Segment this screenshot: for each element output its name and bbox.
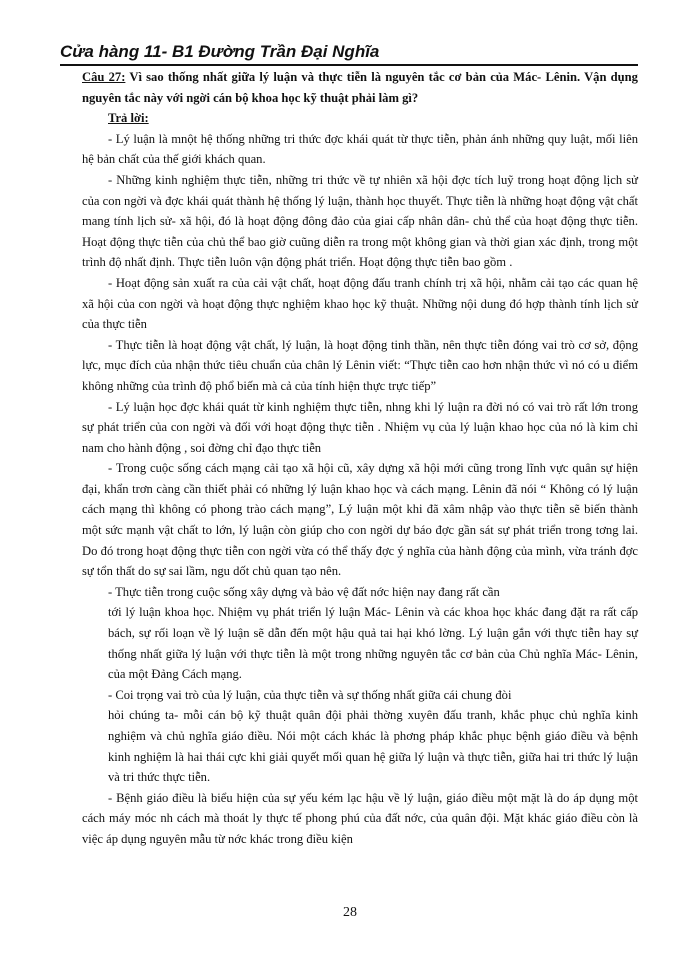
page-number: 28	[343, 905, 357, 920]
paragraph: tới lý luận khoa học. Nhiệm vụ phát triển lý luận Mác- Lênin và các khoa học khác đang đặt ra rất cấp bách, sự rối loạn về lý luận sẽ dẫn đến một hậu quả tai hại khó lờng. Lý luận gắn với thực tiễn hay sự thống nhất giữa lý luận với thực tiễn là một trong những nguyên tắc cơ bản của Chủ nghĩa Mác- Lênin, của một Đảng Cách mạng.	[108, 605, 638, 682]
question-title	[82, 67, 638, 108]
paragraph: - Thực tiễn trong cuộc sống xây dựng và bảo vệ đất nớc hiện nay đang rất cần	[108, 584, 500, 599]
paragraph: hỏi chúng ta- mỗi cán bộ kỹ thuật quân đội phải thờng xuyên đấu tranh, khắc phục chủ nghĩa kinh nghiệm và chủ nghĩa giáo điều. Nói một cách khác là phơng pháp khắc phục bệnh giáo điều và bệnh kinh nghiệm là hai thái cực khi giải quyết mối quan hệ giữa lý luận và thực tiễn, giữa hai tri thức lý luận và tri thức thực tiễn.	[108, 708, 638, 785]
paragraph: - Trong cuộc sống cách mạng cải tạo xã hội cũ, xây dựng xã hội mới cũng trong lĩnh vực quân sự hiện đại, khẩn trơn càng cần thiết phải có những lý luận khao học và cách mạng. Lênin đã nói “ Không có lý luận cách mạng thì không có phong trào cách mạng”, Lý luận một khi đã xâm nhập vào thực tiễn sẽ biến thành một sức mạnh vật chất to lớn, lý luận còn giúp cho con ngời dự báo đợc gần sát sự phát triển trong tơng lai. Do đó trong hoạt động thực tiễn con ngời vừa có thể thấy đợc ý nghĩa của hành động của mình, vừa tránh đợc sự tổn thất do sự sai lầm, ngu dốt chủ quan tạo nên.	[82, 461, 638, 579]
page-content	[82, 67, 638, 850]
paragraph: - Hoạt động sản xuất ra của cải vật chất, hoạt động đấu tranh chính trị xã hội, nhằm cải tạo các quan hệ xã hội của con ngời và hoạt động thực nghiệm khao học kỹ thuật. Những nội dung đó hợp thành tính lịch sử của thực tiễn	[82, 275, 638, 332]
paragraph: - Lý luận học đợc khái quát từ kinh nghiệm thực tiễn, nhng khi lý luận ra đời nó có vai trò rất lớn trong sự phát triển của con ngời và đối với hoạt động thực tiễn . Nhiệm vụ của lý luận khao học của nó là kim chỉ nam cho hành động , soi đờng chỉ đạo thực tiễn	[82, 399, 638, 455]
paragraph: - Coi trọng vai trò của lý luận, của thực tiễn và sự thống nhất giữa cái chung đòi	[108, 687, 512, 702]
question-number: Câu 27:	[82, 70, 126, 84]
page-header: Cửa hàng 11- B1 Đường Trần Đại Nghĩa	[60, 42, 380, 61]
question-text: Vì sao thống nhất giữa lý luận và thực tiễn là nguyên tắc cơ bản của Mác- Lênin. Vận dụng nguyên tắc này với ngời cán bộ khoa học kỹ thuật phải làm gì?	[82, 70, 638, 105]
answer-label: Trả lời:	[108, 111, 149, 126]
paragraph: - Bệnh giáo điều là biểu hiện của sự yếu kém lạc hậu về lý luận, giáo điều một mặt là do áp dụng một cách máy móc nh cách mà thoát ly thực tế phong phú của đất nớc, của quân đội. Mặt khác giáo điều còn là việc áp dụng nguyên mẫu từ nớc khác trong điều kiện	[82, 790, 638, 846]
header-rule	[60, 64, 638, 66]
paragraph: - Thực tiễn là hoạt động vật chất, lý luận, là hoạt động tinh thần, nên thực tiễn đóng vai trò cơ sở, động lực, mục đích của nhận thức tiêu chuẩn của chân lý Lênin viết: “Thực tiễn cao hơn nhận thức vì nó có u điểm không những của trình độ phổ biến mà cả của tính hiện thực trực tiếp”	[82, 337, 638, 393]
paragraph: - Lý luận là mnột hệ thống những tri thức đợc khái quát từ thực tiễn, phản ánh những quy luật, mối liên hệ bản chất của thế giới khách quan.	[82, 131, 638, 167]
paragraph: - Những kinh nghiệm thực tiễn, những tri thức về tự nhiên xã hội đợc tích luỹ trong hoạt động lịch sử của con ngời và đợc khái quát thành hệ thống lý luận, thành học thuyết. Thực tiễn là những hoạt động vật chất mang tính lịch sử- xã hội, đó là hoạt động đông đảo của giai cấp nhân dân- chủ thể của hoạt động thực tiễn. Hoạt động thực tiễn của chủ thể bao giờ cuũng diễn ra trong một không gian và thời gian xác định, trong một trình độ nhất định. Thực tiễn luôn vận động phát triển. Hoạt động thực tiễn bao gồm .	[82, 172, 638, 270]
